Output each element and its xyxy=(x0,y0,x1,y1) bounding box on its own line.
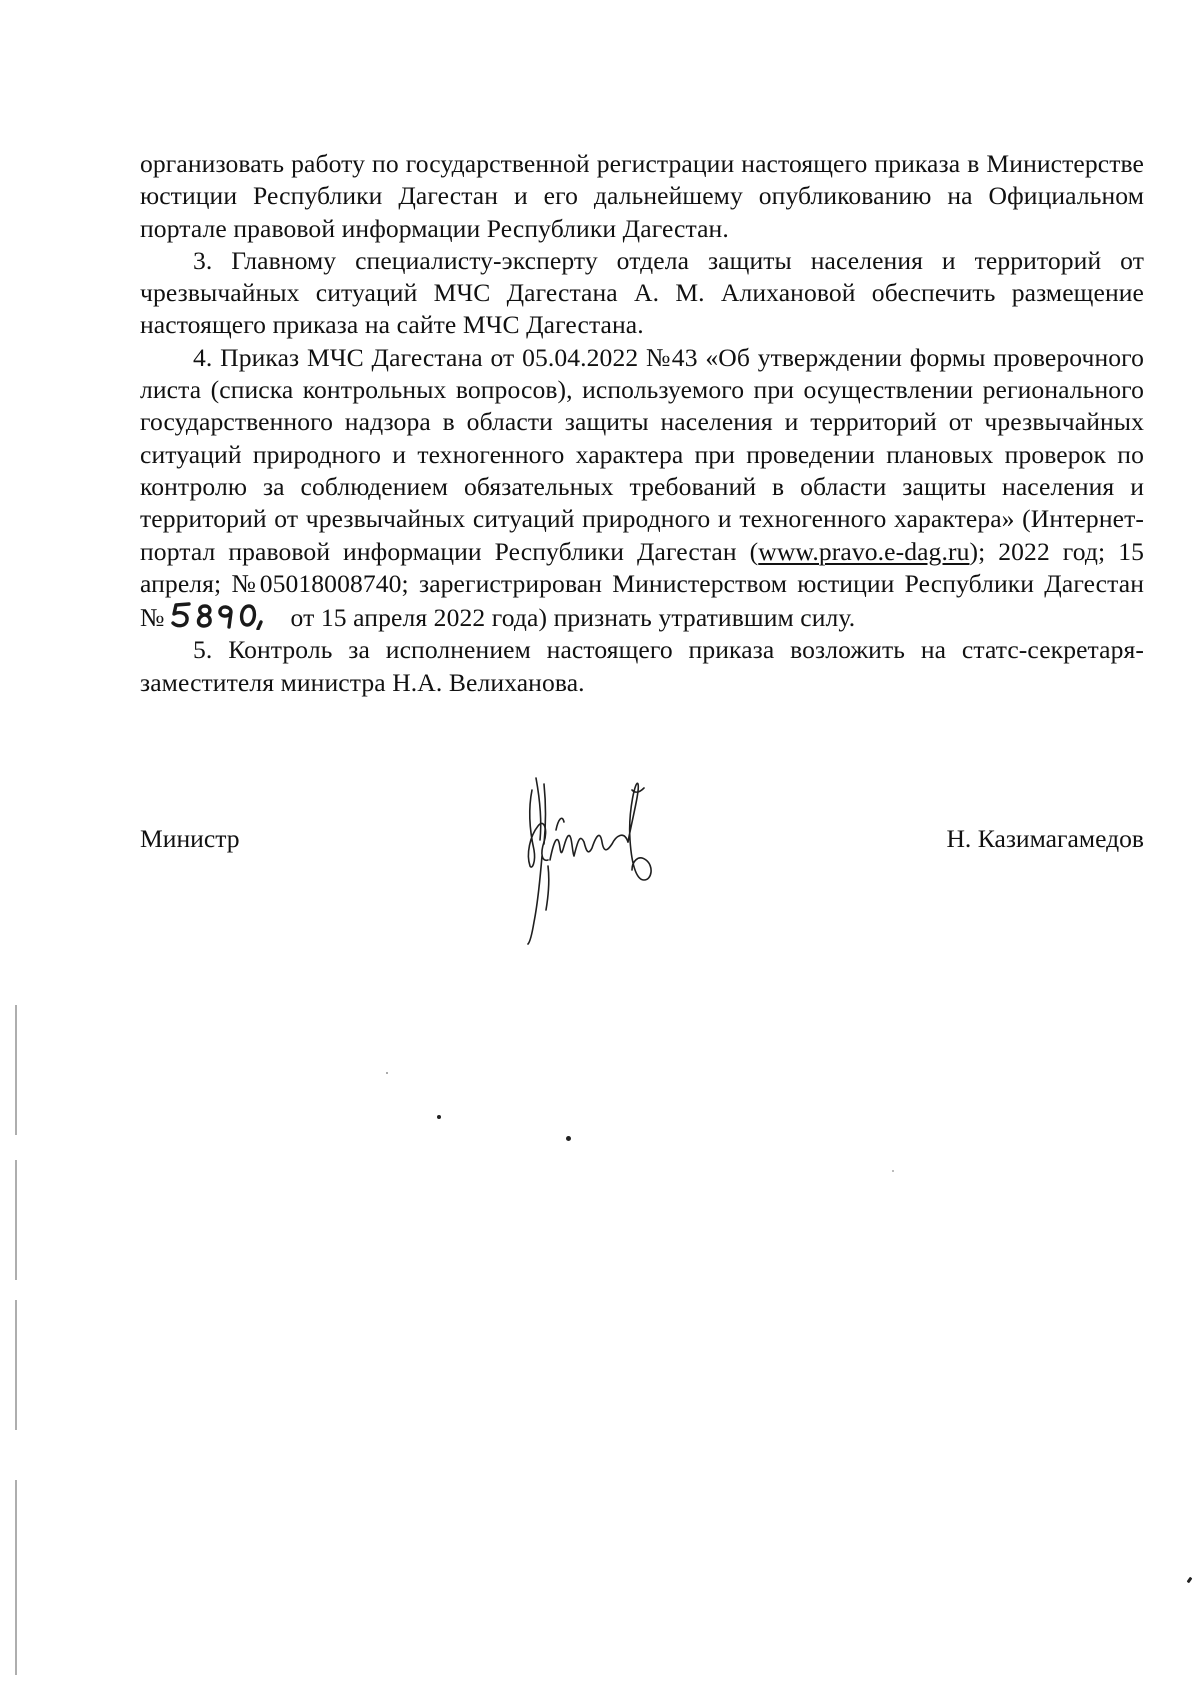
scan-speck xyxy=(386,1072,388,1074)
scan-edge-line xyxy=(15,1480,17,1675)
scan-edge-line xyxy=(15,1005,17,1135)
paragraph-4-text-c: от 15 апреля 2022 года) признать утратившим силу. xyxy=(290,603,856,633)
signatory-name: Н. Казимагамедов xyxy=(946,824,1144,853)
pravo-portal-link[interactable]: www.pravo.e-dag.ru xyxy=(758,536,970,566)
signature-ink xyxy=(520,770,670,945)
scan-speck xyxy=(566,1136,571,1141)
paragraph-3: 3. Главному специалисту-эксперту отдела защиты населения и территорий от чрезвычайных ситуаций МЧС Дагестана А. М. Алихановой обеспечить размещение настоящего приказа на сайте МЧС Дагестана. xyxy=(140,245,1144,340)
signatory-position: Министр xyxy=(140,824,240,853)
paragraph-4-text-b: ); 2022 год; 15 апреля; №05018008740; зарегистрирован Министерством юстиции Республики Дагестан № xyxy=(140,536,1144,633)
paragraph-4 xyxy=(140,342,1144,635)
paragraph-5: 5. Контроль за исполнением настоящего приказа возложить на статс-секретаря-заместителя министра Н.А. Велиханова. xyxy=(140,635,1144,697)
handwritten-signature-icon xyxy=(520,770,670,945)
scan-speck xyxy=(1187,1577,1193,1584)
paragraph-continuation: организовать работу по государственной регистрации настоящего приказа в Министерстве юстиции Республики Дагестан и его дальнейшему опубликованию на Официальном портале правовой информации Республики Дагестан. xyxy=(140,149,1144,243)
scan-edge-line xyxy=(15,1300,17,1430)
scan-speck xyxy=(437,1115,441,1119)
handwritten-number-ink xyxy=(169,600,269,630)
paragraph-4-text-a: 4. Приказ МЧС Дагестана от 05.04.2022 №43 «Об утверждении формы проверочного листа (списка контрольных вопросов), используемого при осуществлении регионального государственного надзора в области защиты населения и территорий от чрезвычайных ситуаций природного и техногенного характера при проведении плановых проверок по контролю за соблюдением обязательных требований в области защиты населения и территорий от чрезвычайных ситуаций природного и техногенного характера» (Интернет-портал правовой информации Республики Дагестан ( xyxy=(140,342,1144,566)
scan-edge-line xyxy=(15,1160,17,1280)
scan-speck xyxy=(892,1170,894,1172)
document-body xyxy=(140,148,1144,699)
handwritten-registration-number xyxy=(169,600,269,630)
